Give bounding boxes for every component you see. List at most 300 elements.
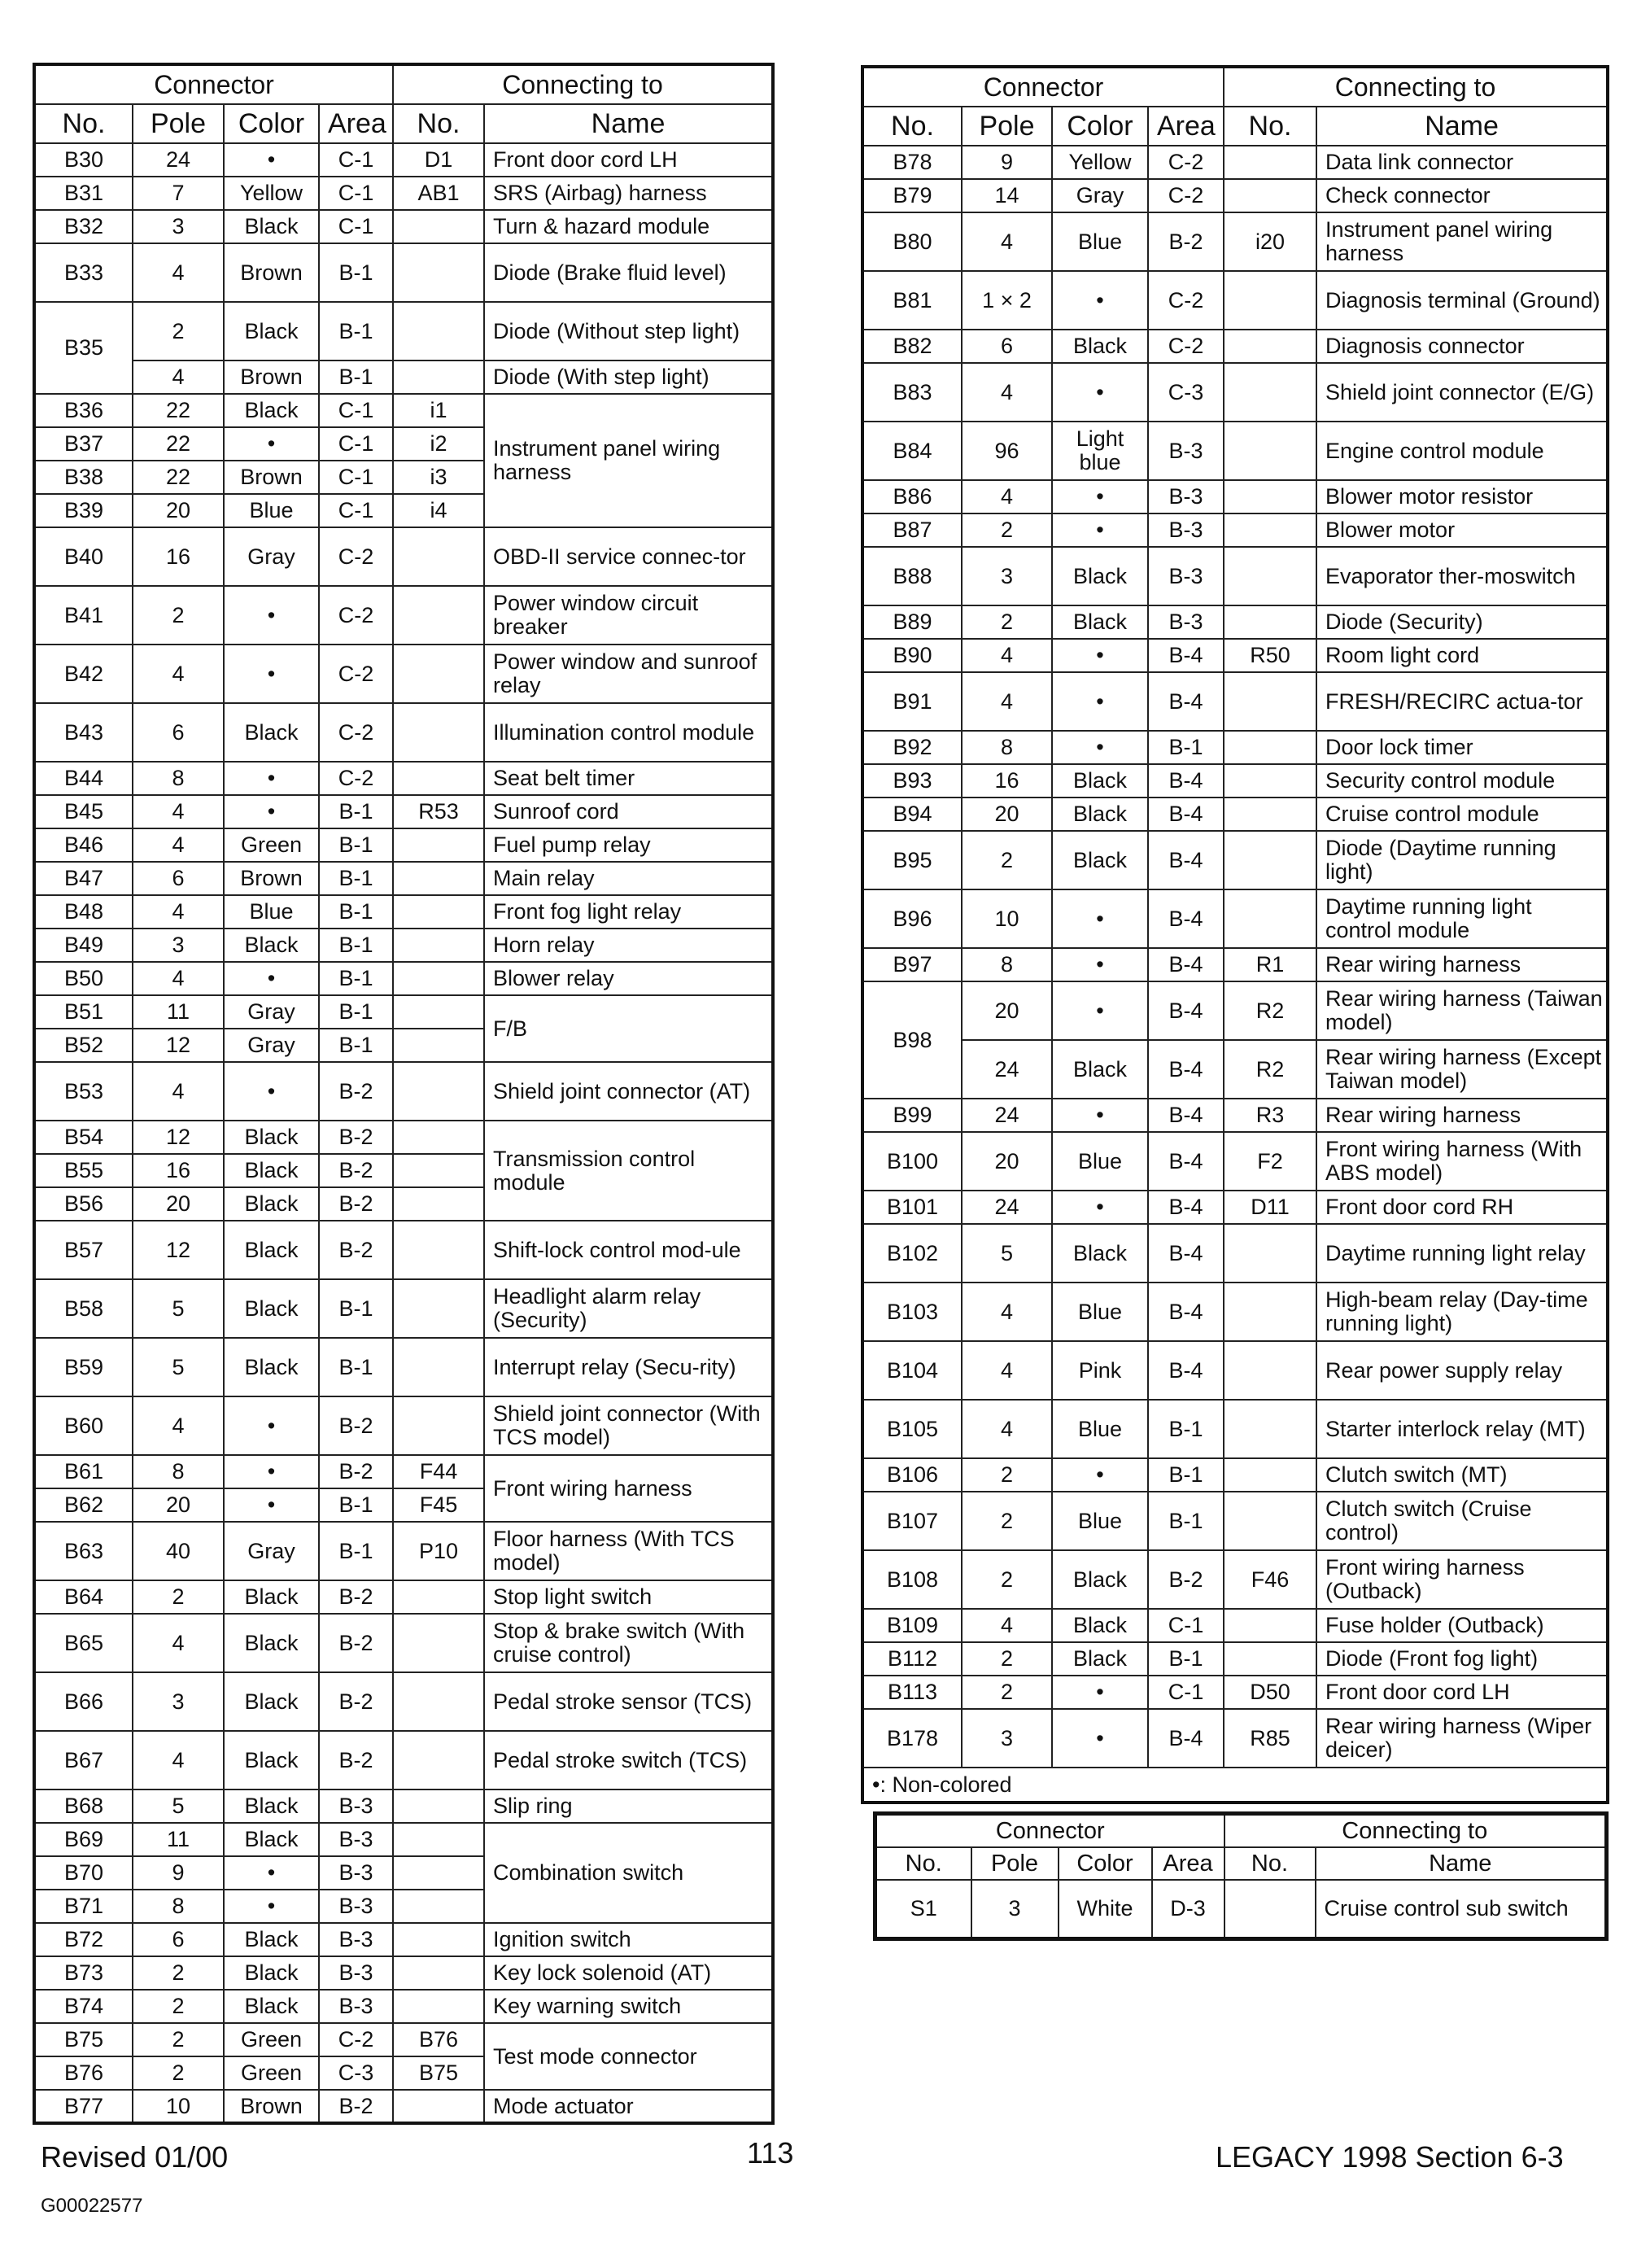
wire-color: Black bbox=[224, 210, 319, 243]
connecting-name: Daytime running light control module bbox=[1316, 889, 1608, 948]
wire-color: Blue bbox=[1052, 212, 1148, 271]
pole-count: 8 bbox=[962, 731, 1052, 764]
pole-count: 4 bbox=[962, 480, 1052, 513]
pole-count: 9 bbox=[962, 146, 1052, 179]
area-code: B-2 bbox=[319, 1614, 393, 1672]
col-to-no: No. bbox=[1224, 1847, 1316, 1880]
connector-no: B47 bbox=[34, 862, 133, 895]
col-to-no: No. bbox=[1224, 107, 1316, 146]
wire-color: Black bbox=[224, 1672, 319, 1731]
table-row bbox=[862, 798, 1608, 831]
wire-color: Blue bbox=[1052, 1400, 1148, 1458]
area-code: B-1 bbox=[319, 243, 393, 302]
connecting-no bbox=[393, 862, 484, 895]
connecting-no: R3 bbox=[1224, 1099, 1316, 1132]
connector-no: B33 bbox=[34, 243, 133, 302]
table-row bbox=[34, 1522, 773, 1580]
pole-count: 2 bbox=[133, 2056, 224, 2090]
wire-color: • bbox=[224, 1062, 319, 1121]
connecting-no bbox=[393, 1187, 484, 1221]
connecting-no: P10 bbox=[393, 1522, 484, 1580]
connecting-name: Seat belt timer bbox=[484, 762, 773, 795]
wire-color: Black bbox=[224, 1187, 319, 1221]
connecting-name: Instrument panel wiring harness bbox=[484, 394, 773, 527]
connector-table-s bbox=[873, 1811, 1609, 1941]
table-body bbox=[875, 1880, 1607, 1938]
connector-no: B113 bbox=[862, 1676, 962, 1709]
table-row bbox=[862, 1609, 1608, 1642]
connecting-no: R85 bbox=[1224, 1709, 1316, 1768]
connecting-name: Room light cord bbox=[1316, 639, 1608, 672]
connecting-no: F46 bbox=[1224, 1550, 1316, 1609]
connecting-no bbox=[1224, 513, 1316, 547]
area-code: C-2 bbox=[319, 645, 393, 703]
pole-count: 2 bbox=[962, 831, 1052, 889]
table-row bbox=[34, 177, 773, 210]
connecting-no bbox=[1224, 330, 1316, 363]
area-code: B-1 bbox=[319, 962, 393, 995]
connecting-no bbox=[393, 1279, 484, 1338]
area-code: C-1 bbox=[319, 394, 393, 427]
connector-no: B51 bbox=[34, 995, 133, 1029]
pole-count: 4 bbox=[962, 1609, 1052, 1642]
wire-color: Yellow bbox=[224, 177, 319, 210]
connecting-no bbox=[1224, 363, 1316, 422]
connecting-no: D1 bbox=[393, 143, 484, 177]
area-code: B-3 bbox=[319, 1856, 393, 1890]
connecting-name: Diode (Brake fluid level) bbox=[484, 243, 773, 302]
connecting-no: i4 bbox=[393, 494, 484, 527]
connecting-name: Engine control module bbox=[1316, 422, 1608, 480]
connector-no: B46 bbox=[34, 828, 133, 862]
pole-count: 2 bbox=[133, 2023, 224, 2056]
connecting-no bbox=[1224, 764, 1316, 798]
connector-no: B57 bbox=[34, 1221, 133, 1279]
pole-count: 40 bbox=[133, 1522, 224, 1580]
connecting-name: Door lock timer bbox=[1316, 731, 1608, 764]
table-row bbox=[34, 1990, 773, 2023]
pole-count: 4 bbox=[133, 895, 224, 929]
table-row bbox=[862, 146, 1608, 179]
connecting-name: Rear power supply relay bbox=[1316, 1341, 1608, 1400]
area-code: C-2 bbox=[319, 2023, 393, 2056]
connecting-no: R50 bbox=[1224, 639, 1316, 672]
area-code: B-3 bbox=[1148, 513, 1224, 547]
area-code: B-1 bbox=[319, 862, 393, 895]
area-code: C-3 bbox=[1148, 363, 1224, 422]
connector-no: B67 bbox=[34, 1731, 133, 1789]
connecting-no: F44 bbox=[393, 1455, 484, 1488]
pole-count: 20 bbox=[133, 1187, 224, 1221]
area-code: B-4 bbox=[1148, 1341, 1224, 1400]
wire-color: • bbox=[224, 1396, 319, 1455]
table-row bbox=[34, 394, 773, 427]
connector-no: B75 bbox=[34, 2023, 133, 2056]
area-code: B-4 bbox=[1148, 1040, 1224, 1099]
table-row bbox=[862, 1341, 1608, 1400]
connecting-no bbox=[393, 1580, 484, 1614]
table-row bbox=[34, 995, 773, 1029]
pole-count: 3 bbox=[962, 1709, 1052, 1768]
connector-no: B82 bbox=[862, 330, 962, 363]
area-code: B-2 bbox=[319, 1672, 393, 1731]
connecting-name: Rear wiring harness bbox=[1316, 948, 1608, 981]
connecting-name: Rear wiring harness bbox=[1316, 1099, 1608, 1132]
table-row bbox=[862, 1191, 1608, 1224]
area-code: B-3 bbox=[1148, 547, 1224, 605]
area-code: B-2 bbox=[319, 1062, 393, 1121]
area-code: C-3 bbox=[319, 2056, 393, 2090]
connecting-no bbox=[1224, 1400, 1316, 1458]
connector-no: B91 bbox=[862, 672, 962, 731]
connecting-no bbox=[1224, 831, 1316, 889]
pole-count: 8 bbox=[133, 762, 224, 795]
connector-no: B74 bbox=[34, 1990, 133, 2023]
connecting-no: B75 bbox=[393, 2056, 484, 2090]
connecting-no: R2 bbox=[1224, 1040, 1316, 1099]
table-row bbox=[862, 1458, 1608, 1492]
connecting-no bbox=[1224, 731, 1316, 764]
wire-color: • bbox=[224, 427, 319, 461]
col-pole: Pole bbox=[133, 104, 224, 143]
area-code: B-1 bbox=[1148, 731, 1224, 764]
connecting-name: Diode (Front fog light) bbox=[1316, 1642, 1608, 1676]
connecting-name: High-beam relay (Day-time running light) bbox=[1316, 1283, 1608, 1341]
connecting-name: Pedal stroke sensor (TCS) bbox=[484, 1672, 773, 1731]
connecting-no bbox=[393, 645, 484, 703]
connecting-name: Floor harness (With TCS model) bbox=[484, 1522, 773, 1580]
wire-color: Black bbox=[224, 1990, 319, 2023]
pole-count: 4 bbox=[133, 1731, 224, 1789]
connector-no: B54 bbox=[34, 1121, 133, 1154]
connector-no: B80 bbox=[862, 212, 962, 271]
connecting-name: Diode (Without step light) bbox=[484, 302, 773, 361]
wire-color: Black bbox=[224, 1580, 319, 1614]
area-code: B-1 bbox=[319, 995, 393, 1029]
area-code: B-3 bbox=[319, 1956, 393, 1990]
col-color: Color bbox=[1059, 1847, 1152, 1880]
connector-no: B64 bbox=[34, 1580, 133, 1614]
pole-count: 2 bbox=[962, 513, 1052, 547]
table-row bbox=[862, 672, 1608, 731]
pole-count: 5 bbox=[133, 1279, 224, 1338]
connecting-no bbox=[1224, 1283, 1316, 1341]
area-code: B-4 bbox=[1148, 1099, 1224, 1132]
connecting-name: Rear wiring harness (Wiper deicer) bbox=[1316, 1709, 1608, 1768]
wire-color: • bbox=[1052, 639, 1148, 672]
wire-color: • bbox=[224, 645, 319, 703]
wire-color: Black bbox=[224, 1614, 319, 1672]
connecting-no bbox=[1224, 480, 1316, 513]
table-row bbox=[34, 210, 773, 243]
pole-count: 12 bbox=[133, 1121, 224, 1154]
connecting-no bbox=[393, 527, 484, 586]
area-code: B-4 bbox=[1148, 1224, 1224, 1283]
wire-color: Light blue bbox=[1052, 422, 1148, 480]
connecting-no bbox=[1224, 1642, 1316, 1676]
table-row bbox=[34, 1279, 773, 1338]
connecting-name: Front door cord LH bbox=[1316, 1676, 1608, 1709]
connecting-name: Diagnosis connector bbox=[1316, 330, 1608, 363]
connecting-no: i1 bbox=[393, 394, 484, 427]
pole-count: 4 bbox=[133, 828, 224, 862]
area-code: B-2 bbox=[319, 2090, 393, 2123]
pole-count: 9 bbox=[133, 1856, 224, 1890]
col-name: Name bbox=[484, 104, 773, 143]
area-code: B-1 bbox=[319, 1338, 393, 1396]
area-code: B-4 bbox=[1148, 948, 1224, 981]
wire-color: • bbox=[1052, 1676, 1148, 1709]
connecting-no bbox=[393, 1029, 484, 1062]
area-code: B-1 bbox=[319, 361, 393, 394]
table-row bbox=[34, 1580, 773, 1614]
wire-color: Brown bbox=[224, 862, 319, 895]
connector-no: B78 bbox=[862, 146, 962, 179]
connecting-no bbox=[393, 210, 484, 243]
pole-count: 2 bbox=[133, 586, 224, 645]
pole-count: 3 bbox=[133, 929, 224, 962]
table-row bbox=[862, 1040, 1608, 1099]
pole-count: 22 bbox=[133, 394, 224, 427]
area-code: B-3 bbox=[319, 1789, 393, 1823]
table-row bbox=[862, 1709, 1608, 1768]
connecting-name: FRESH/RECIRC actua-tor bbox=[1316, 672, 1608, 731]
wire-color: Black bbox=[1052, 764, 1148, 798]
wire-color: • bbox=[224, 962, 319, 995]
area-code: C-2 bbox=[319, 762, 393, 795]
table-row bbox=[862, 1224, 1608, 1283]
col-to-no: No. bbox=[393, 104, 484, 143]
area-code: B-4 bbox=[1148, 672, 1224, 731]
area-code: B-1 bbox=[319, 828, 393, 862]
connecting-no bbox=[1224, 798, 1316, 831]
area-code: B-3 bbox=[319, 1823, 393, 1856]
area-code: B-4 bbox=[1148, 639, 1224, 672]
pole-count: 3 bbox=[962, 547, 1052, 605]
table-row bbox=[862, 889, 1608, 948]
connector-no: B62 bbox=[34, 1488, 133, 1522]
table-row bbox=[862, 513, 1608, 547]
wire-color: Black bbox=[1052, 547, 1148, 605]
wire-color: Blue bbox=[1052, 1132, 1148, 1191]
pole-count: 6 bbox=[962, 330, 1052, 363]
page-number: 113 bbox=[747, 2136, 794, 2170]
connector-no: B102 bbox=[862, 1224, 962, 1283]
wire-color: Green bbox=[224, 828, 319, 862]
connector-no: B97 bbox=[862, 948, 962, 981]
wire-color: Black bbox=[1052, 605, 1148, 639]
table-row bbox=[34, 1455, 773, 1488]
connecting-name: Horn relay bbox=[484, 929, 773, 962]
pole-count: 2 bbox=[962, 1642, 1052, 1676]
connector-no: B100 bbox=[862, 1132, 962, 1191]
connector-no: B30 bbox=[34, 143, 133, 177]
pole-count: 4 bbox=[962, 1400, 1052, 1458]
connector-no: B36 bbox=[34, 394, 133, 427]
connecting-name: Transmission control module bbox=[484, 1121, 773, 1221]
connector-no: B31 bbox=[34, 177, 133, 210]
table-row bbox=[34, 1672, 773, 1731]
table-row bbox=[34, 1789, 773, 1823]
table-header bbox=[862, 67, 1608, 146]
connector-no: B108 bbox=[862, 1550, 962, 1609]
pole-count: 4 bbox=[133, 645, 224, 703]
pole-count: 2 bbox=[962, 1492, 1052, 1550]
area-code: B-2 bbox=[319, 1121, 393, 1154]
col-no: No. bbox=[875, 1847, 971, 1880]
area-code: C-1 bbox=[1148, 1676, 1224, 1709]
connecting-no bbox=[393, 895, 484, 929]
connecting-name: Rear wiring harness (Except Taiwan model) bbox=[1316, 1040, 1608, 1099]
wire-color: Black bbox=[224, 703, 319, 762]
connecting-name: Data link connector bbox=[1316, 146, 1608, 179]
table-row bbox=[34, 2090, 773, 2123]
connector-no: B35 bbox=[34, 302, 133, 394]
table-body bbox=[862, 146, 1608, 1768]
wire-color: • bbox=[1052, 513, 1148, 547]
area-code: B-4 bbox=[1148, 889, 1224, 948]
connecting-no bbox=[393, 2090, 484, 2123]
connector-no: B39 bbox=[34, 494, 133, 527]
connecting-name: Mode actuator bbox=[484, 2090, 773, 2123]
area-code: B-4 bbox=[1148, 1132, 1224, 1191]
pole-count: 4 bbox=[962, 639, 1052, 672]
connecting-no bbox=[393, 1789, 484, 1823]
wire-color: Blue bbox=[224, 494, 319, 527]
wire-color: Gray bbox=[224, 1029, 319, 1062]
area-code: C-2 bbox=[1148, 146, 1224, 179]
table-row bbox=[862, 764, 1608, 798]
pole-count: 2 bbox=[133, 302, 224, 361]
pole-count: 22 bbox=[133, 427, 224, 461]
col-no: No. bbox=[862, 107, 962, 146]
pole-count: 5 bbox=[962, 1224, 1052, 1283]
area-code: B-3 bbox=[319, 1890, 393, 1923]
connector-no: B86 bbox=[862, 480, 962, 513]
connector-no: B65 bbox=[34, 1614, 133, 1672]
pole-count: 24 bbox=[962, 1191, 1052, 1224]
wire-color: Gray bbox=[224, 995, 319, 1029]
pole-count: 2 bbox=[962, 605, 1052, 639]
pole-count: 16 bbox=[133, 527, 224, 586]
pole-count: 11 bbox=[133, 1823, 224, 1856]
connecting-no bbox=[1224, 547, 1316, 605]
connecting-no bbox=[1224, 1609, 1316, 1642]
wire-color: Black bbox=[224, 1731, 319, 1789]
pole-count: 2 bbox=[133, 1956, 224, 1990]
table-row bbox=[34, 1221, 773, 1279]
table-row bbox=[34, 1731, 773, 1789]
table-row bbox=[862, 1283, 1608, 1341]
connector-no: B87 bbox=[862, 513, 962, 547]
pole-count: 3 bbox=[971, 1880, 1059, 1938]
area-code: B-1 bbox=[319, 1488, 393, 1522]
table-row bbox=[34, 527, 773, 586]
area-code: C-1 bbox=[319, 461, 393, 494]
connecting-no bbox=[1224, 605, 1316, 639]
area-code: C-2 bbox=[1148, 179, 1224, 212]
table-row bbox=[34, 895, 773, 929]
area-code: B-1 bbox=[319, 1522, 393, 1580]
connecting-name: Blower relay bbox=[484, 962, 773, 995]
connector-no: B52 bbox=[34, 1029, 133, 1062]
connecting-no: R53 bbox=[393, 795, 484, 828]
connecting-no bbox=[393, 361, 484, 394]
wire-color: • bbox=[1052, 480, 1148, 513]
pole-count: 14 bbox=[962, 179, 1052, 212]
wire-color: • bbox=[1052, 1191, 1148, 1224]
connecting-no bbox=[393, 1154, 484, 1187]
pole-count: 20 bbox=[133, 494, 224, 527]
connector-no: B44 bbox=[34, 762, 133, 795]
connecting-no bbox=[393, 586, 484, 645]
pole-count: 5 bbox=[133, 1338, 224, 1396]
pole-count: 2 bbox=[962, 1676, 1052, 1709]
pole-count: 3 bbox=[133, 210, 224, 243]
wire-color: • bbox=[1052, 672, 1148, 731]
area-code: B-2 bbox=[319, 1221, 393, 1279]
connecting-name: Front wiring harness (With ABS model) bbox=[1316, 1132, 1608, 1191]
wire-color: Brown bbox=[224, 2090, 319, 2123]
connecting-name: Diagnosis terminal (Ground) bbox=[1316, 271, 1608, 330]
connecting-no: AB1 bbox=[393, 177, 484, 210]
wire-color: Black bbox=[224, 1338, 319, 1396]
connecting-no bbox=[393, 1990, 484, 2023]
wire-color: Gray bbox=[224, 527, 319, 586]
connector-no: B88 bbox=[862, 547, 962, 605]
pole-count: 6 bbox=[133, 862, 224, 895]
connector-no: B92 bbox=[862, 731, 962, 764]
connector-no: B42 bbox=[34, 645, 133, 703]
wire-color: Green bbox=[224, 2023, 319, 2056]
table-row bbox=[34, 762, 773, 795]
pole-count: 3 bbox=[133, 1672, 224, 1731]
table-header bbox=[875, 1814, 1607, 1881]
connector-no: B105 bbox=[862, 1400, 962, 1458]
connecting-name: Starter interlock relay (MT) bbox=[1316, 1400, 1608, 1458]
connecting-no bbox=[393, 1121, 484, 1154]
connector-no: B72 bbox=[34, 1923, 133, 1956]
document-code: G00022577 bbox=[41, 2195, 143, 2217]
wire-color: • bbox=[1052, 1458, 1148, 1492]
connector-no: B69 bbox=[34, 1823, 133, 1856]
pole-count: 20 bbox=[962, 1132, 1052, 1191]
connector-no: B41 bbox=[34, 586, 133, 645]
connecting-name: F/B bbox=[484, 995, 773, 1062]
pole-count: 24 bbox=[962, 1040, 1052, 1099]
connecting-name: Front fog light relay bbox=[484, 895, 773, 929]
wire-color: • bbox=[224, 1455, 319, 1488]
connecting-no bbox=[1224, 271, 1316, 330]
connector-no: B38 bbox=[34, 461, 133, 494]
area-code: B-2 bbox=[319, 1580, 393, 1614]
connector-no: B178 bbox=[862, 1709, 962, 1768]
connector-no: B101 bbox=[862, 1191, 962, 1224]
wire-color: Black bbox=[1052, 798, 1148, 831]
area-code: B-2 bbox=[1148, 212, 1224, 271]
connecting-no bbox=[393, 1221, 484, 1279]
wire-color: • bbox=[224, 1856, 319, 1890]
connecting-to-header: Connecting to bbox=[1224, 67, 1608, 107]
connecting-name: Headlight alarm relay (Security) bbox=[484, 1279, 773, 1338]
connecting-no bbox=[1224, 1492, 1316, 1550]
connector-no: B107 bbox=[862, 1492, 962, 1550]
connector-no: B76 bbox=[34, 2056, 133, 2090]
connecting-no bbox=[393, 762, 484, 795]
connector-no: B79 bbox=[862, 179, 962, 212]
connecting-name: Power window and sunroof relay bbox=[484, 645, 773, 703]
revised-date: Revised 01/00 bbox=[41, 2140, 229, 2174]
